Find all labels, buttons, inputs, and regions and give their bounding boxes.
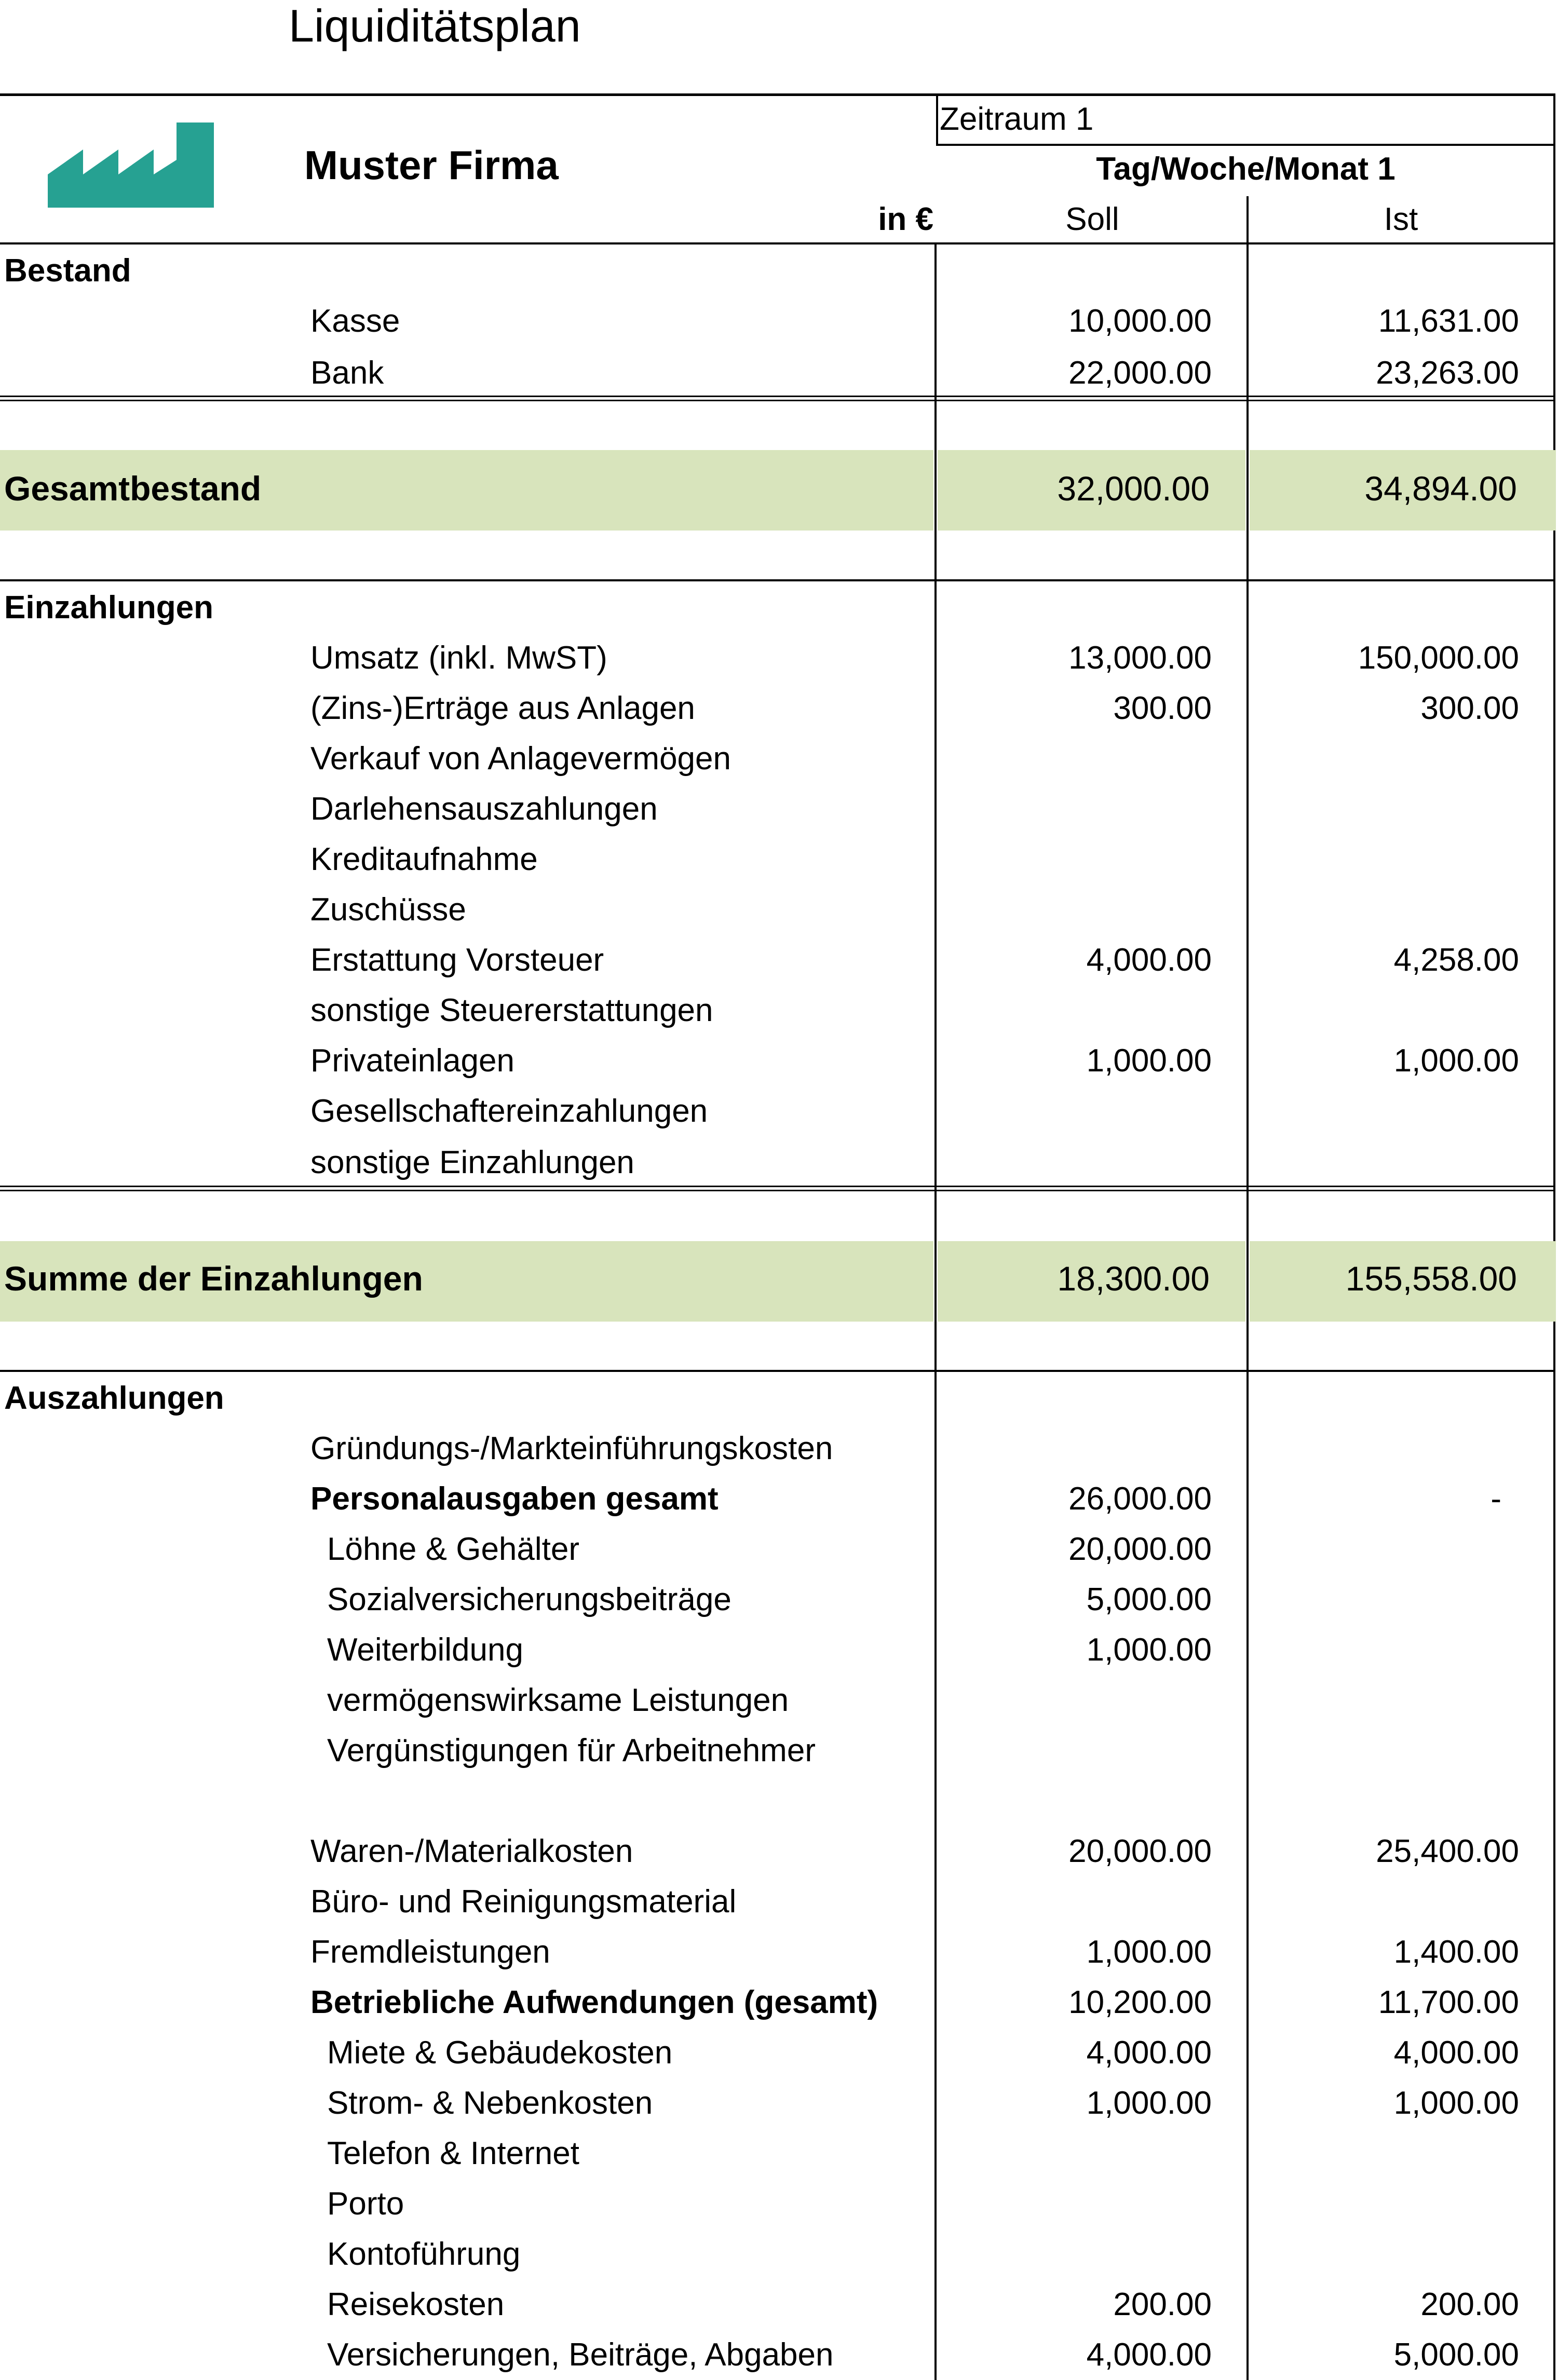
- einzahlung-label: sonstige Einzahlungen: [310, 1145, 634, 1180]
- header-top-border: [0, 93, 1555, 96]
- bestand-soll-bank: 22,000.00: [1068, 355, 1212, 391]
- factory-icon: [48, 123, 214, 208]
- auszahlung-ist: 5,000.00: [1393, 2337, 1519, 2373]
- einzahlung-soll: 13,000.00: [1068, 640, 1212, 676]
- period-label: Zeitraum 1: [940, 101, 1094, 137]
- column-header-ist: Ist: [1384, 201, 1418, 237]
- section-heading-einzahlungen: Einzahlungen: [4, 590, 213, 625]
- auszahlung-soll: 1,000.00: [1086, 2085, 1212, 2121]
- einzahlung-label: (Zins-)Erträge aus Anlagen: [310, 690, 695, 726]
- einzahlung-label: Gesellschaftereinzahlungen: [310, 1093, 708, 1129]
- gesamtbestand-label: Gesamtbestand: [4, 469, 262, 508]
- bestand-ist-kasse: 11,631.00: [1378, 303, 1519, 339]
- auszahlung-label: Versicherungen, Beiträge, Abgaben: [327, 2337, 834, 2373]
- auszahlung-ist: 1,000.00: [1393, 2085, 1519, 2121]
- auszahlung-soll: 20,000.00: [1068, 1833, 1212, 1869]
- auszahlung-label: Reisekosten: [327, 2287, 505, 2322]
- auszahlung-label: Fremdleistungen: [310, 1934, 550, 1970]
- bestand-label-kasse: Kasse: [310, 303, 400, 339]
- auszahlung-soll: 4,000.00: [1086, 2337, 1212, 2373]
- auszahlung-soll: 5,000.00: [1086, 1582, 1212, 1617]
- einzahlung-label: Kreditaufnahme: [310, 841, 538, 877]
- bestand-soll-kasse: 10,000.00: [1068, 303, 1212, 339]
- auszahlung-label: Löhne & Gehälter: [327, 1531, 580, 1567]
- auszahlung-soll: 200.00: [1113, 2287, 1212, 2322]
- einzahlung-soll: 4,000.00: [1086, 942, 1212, 978]
- column-border-middle: [1247, 244, 1249, 2380]
- period-left-border: [936, 93, 938, 145]
- einzahlung-soll: 300.00: [1113, 690, 1212, 726]
- gesamtbestand-ist: 34,894.00: [1364, 469, 1517, 508]
- header-right-border: [1553, 93, 1555, 244]
- auszahlung-label: Gründungs-/Markteinführungskosten: [310, 1431, 833, 1466]
- column-border-left: [934, 244, 937, 2380]
- auszahlung-label: Waren-/Materialkosten: [310, 1833, 633, 1869]
- einzahlungen-double-rule-2: [0, 1190, 1555, 1191]
- auszahlung-soll: 1,000.00: [1086, 1934, 1212, 1970]
- auszahlung-label: Personalausgaben gesamt: [310, 1481, 719, 1517]
- auszahlung-label: vermögenswirksame Leistungen: [327, 1682, 789, 1718]
- section-heading-bestand: Bestand: [4, 253, 131, 289]
- einzahlung-label: Privateinlagen: [310, 1043, 514, 1079]
- einzahlung-label: sonstige Steuererstattungen: [310, 992, 713, 1028]
- auszahlung-ist: -: [1491, 1481, 1501, 1517]
- auszahlung-soll: 1,000.00: [1086, 1632, 1212, 1668]
- einzahlungen-top-rule: [0, 579, 1555, 581]
- auszahlung-ist: 11,700.00: [1378, 1984, 1519, 2020]
- auszahlung-label: Porto: [327, 2186, 404, 2222]
- auszahlung-ist: 1,400.00: [1393, 1934, 1519, 1970]
- company-name: Muster Firma: [304, 142, 559, 188]
- einzahlungen-double-rule-1: [0, 1186, 1555, 1187]
- auszahlung-soll: 26,000.00: [1068, 1481, 1212, 1517]
- section-heading-auszahlungen: Auszahlungen: [4, 1380, 224, 1416]
- bestand-label-bank: Bank: [310, 355, 384, 391]
- auszahlung-label: Weiterbildung: [327, 1632, 523, 1668]
- auszahlung-label: Telefon & Internet: [327, 2136, 579, 2171]
- unit-label: Tag/Woche/Monat 1: [1096, 151, 1396, 187]
- einzahlung-label: Erstattung Vorsteuer: [310, 942, 604, 978]
- einzahlung-label: Verkauf von Anlagevermögen: [310, 741, 731, 777]
- page-title: Liquiditätsplan: [289, 0, 581, 51]
- einzahlung-label: Umsatz (inkl. MwST): [310, 640, 607, 676]
- bestand-double-rule-1: [0, 396, 1555, 397]
- bestand-ist-bank: 23,263.00: [1376, 355, 1519, 391]
- auszahlung-soll: 10,200.00: [1068, 1984, 1212, 2020]
- auszahlung-label: Kontoführung: [327, 2236, 521, 2272]
- currency-label: in €: [878, 201, 933, 237]
- einzahlung-soll: 1,000.00: [1086, 1043, 1212, 1079]
- auszahlung-ist: 200.00: [1420, 2287, 1519, 2322]
- summe-einzahlungen-label: Summe der Einzahlungen: [4, 1259, 423, 1298]
- einzahlung-ist: 4,258.00: [1393, 942, 1519, 978]
- einzahlung-label: Zuschüsse: [310, 892, 466, 928]
- einzahlung-ist: 1,000.00: [1393, 1043, 1519, 1079]
- auszahlung-ist: 4,000.00: [1393, 2035, 1519, 2071]
- einzahlung-label: Darlehensauszahlungen: [310, 791, 658, 827]
- auszahlungen-top-rule: [0, 1370, 1555, 1372]
- auszahlung-soll: 4,000.00: [1086, 2035, 1212, 2071]
- summe-einzahlungen-ist: 155,558.00: [1345, 1259, 1517, 1298]
- auszahlung-label: Sozialversicherungsbeiträge: [327, 1582, 731, 1617]
- auszahlung-label: Betriebliche Aufwendungen (gesamt): [310, 1984, 878, 2020]
- einzahlung-ist: 150,000.00: [1358, 640, 1519, 676]
- column-header-soll: Soll: [1065, 201, 1119, 237]
- auszahlung-label: Vergünstigungen für Arbeitnehmer: [327, 1733, 816, 1769]
- auszahlung-label: Strom- & Nebenkosten: [327, 2085, 653, 2121]
- auszahlung-label: Büro- und Reinigungsmaterial: [310, 1884, 737, 1920]
- gesamtbestand-soll: 32,000.00: [1057, 469, 1210, 508]
- bestand-double-rule-2: [0, 400, 1555, 401]
- auszahlung-ist: 25,400.00: [1376, 1833, 1519, 1869]
- auszahlung-soll: 20,000.00: [1068, 1531, 1212, 1567]
- einzahlung-ist: 300.00: [1420, 690, 1519, 726]
- auszahlung-label: Miete & Gebäudekosten: [327, 2035, 673, 2071]
- summe-einzahlungen-soll: 18,300.00: [1057, 1259, 1210, 1298]
